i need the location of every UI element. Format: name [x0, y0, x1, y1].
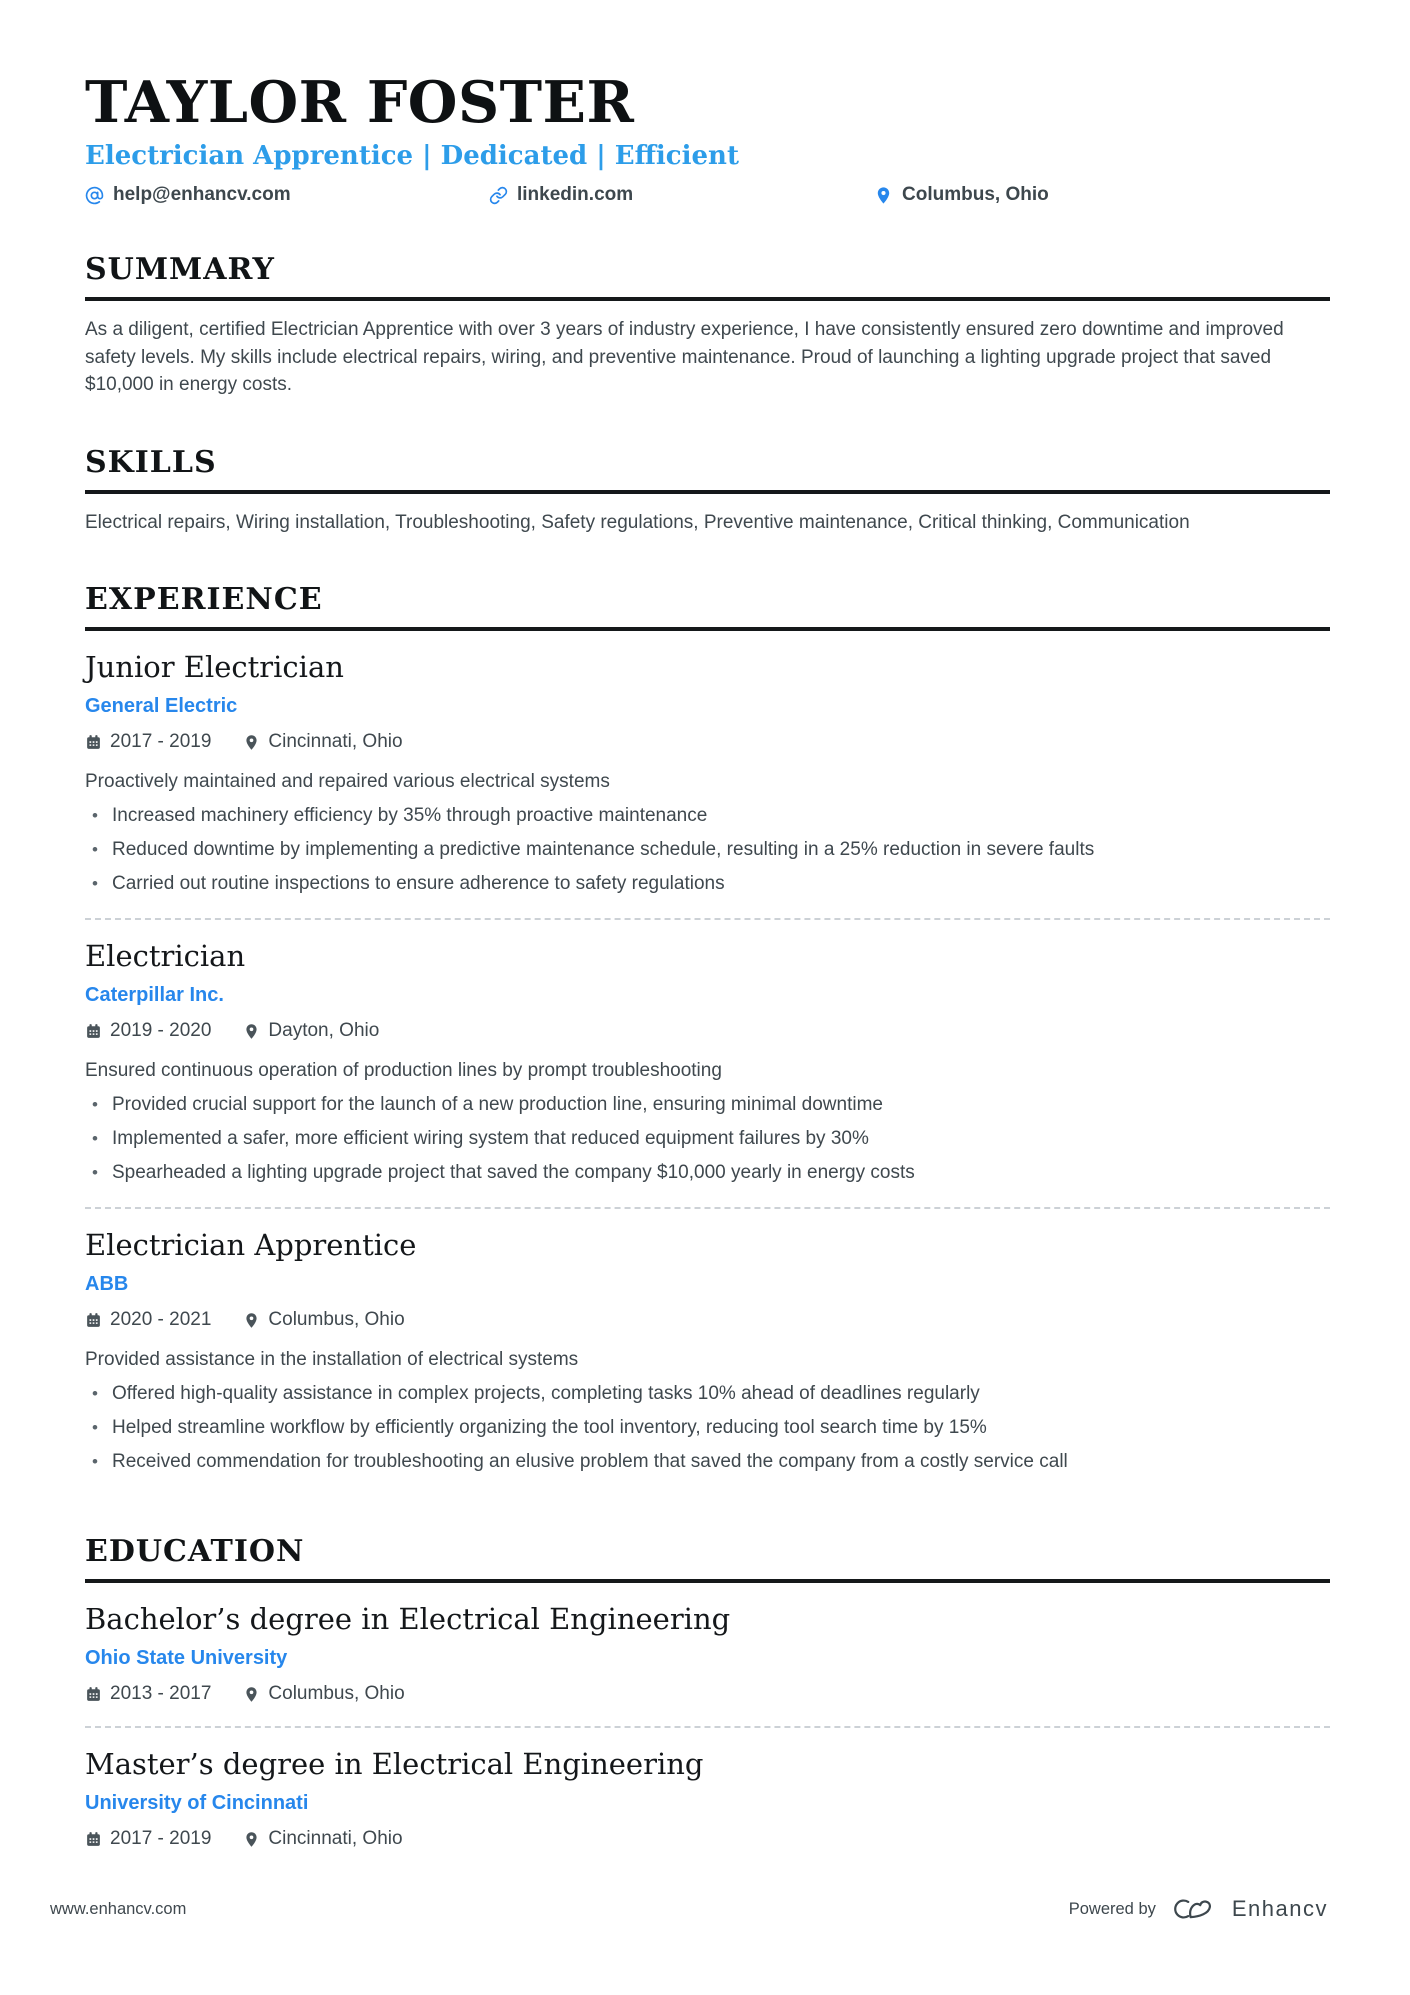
job-title: Junior Electrician: [85, 650, 344, 684]
degree-entry: [85, 1583, 1330, 1726]
bullet-item: • Offered high-quality assistance in complex projects, completing tasks 10% ahead of deadlines regularly: [85, 1380, 1330, 1407]
contact-linkedin[interactable]: [489, 184, 874, 206]
job-dates: 2019 - 2020: [110, 1020, 212, 1041]
job-dates: 2017 - 2019: [110, 731, 212, 752]
resume-header: [85, 69, 1330, 206]
job-entry: [85, 631, 1330, 918]
degree-location: Cincinnati, Ohio: [268, 1828, 403, 1849]
job-title: Electrician Apprentice: [85, 1228, 417, 1262]
page-footer: [50, 1896, 1328, 1922]
degree-dates: 2013 - 2017: [110, 1683, 212, 1704]
school-name: Ohio State University: [85, 1647, 288, 1669]
link-icon: [489, 186, 508, 205]
section-experience: [85, 582, 1330, 1496]
contact-label: help@enhancv.com: [113, 184, 291, 205]
skills-text: Electrical repairs, Wiring installation, Troubleshooting, Safety regulations, Preventive maintenance, Critical thinking, Communication: [85, 511, 1190, 533]
location-pin-icon: [243, 1312, 260, 1329]
bullet-item: • Received commendation for troubleshooting an elusive problem that saved the company from a costly service call: [85, 1448, 1330, 1475]
job-title: Electrician: [85, 939, 246, 973]
bullet-list: [85, 1091, 1330, 1186]
location-pin-icon: [243, 734, 260, 751]
bullet-item: • Spearheaded a lighting upgrade project that saved the company $10,000 yearly in energy costs: [85, 1159, 1330, 1186]
degree-location: Columbus, Ohio: [268, 1683, 405, 1704]
job-location: Columbus, Ohio: [268, 1309, 405, 1330]
at-icon: [85, 186, 104, 205]
company-name: ABB: [85, 1273, 129, 1295]
calendar-icon: [85, 1686, 102, 1703]
job-entry: [85, 920, 1330, 1207]
degree-title: Master’s degree in Electrical Engineering: [85, 1747, 704, 1781]
job-location: Cincinnati, Ohio: [268, 731, 403, 752]
section-skills: [85, 445, 1330, 537]
company-name: Caterpillar Inc.: [85, 984, 224, 1006]
degree-meta: [85, 1683, 1330, 1705]
bullet-item: • Reduced downtime by implementing a predictive maintenance schedule, resulting in a 25% reduction in severe faults: [85, 836, 1330, 863]
education-heading: EDUCATION: [85, 1534, 1330, 1583]
contact-row: [85, 184, 1330, 206]
bullet-item: • Implemented a safer, more efficient wiring system that reduced equipment failures by 30%: [85, 1125, 1330, 1152]
calendar-icon: [85, 1831, 102, 1848]
candidate-tagline: Electrician Apprentice | Dedicated | Efficient: [85, 141, 739, 171]
job-entry: [85, 1209, 1330, 1496]
company-name: General Electric: [85, 695, 238, 717]
job-description: Provided assistance in the installation of electrical systems: [85, 1349, 579, 1370]
location-pin-icon: [243, 1686, 260, 1703]
bullet-list: [85, 802, 1330, 897]
contact-label: linkedin.com: [517, 184, 634, 205]
website-link[interactable]: www.enhancv.com: [50, 1899, 187, 1918]
contact-location: [874, 184, 1049, 206]
experience-heading: EXPERIENCE: [85, 582, 1330, 631]
calendar-icon: [85, 734, 102, 751]
powered-by[interactable]: [1069, 1896, 1328, 1922]
location-pin-icon: [243, 1023, 260, 1040]
candidate-name: TAYLOR FOSTER: [85, 69, 635, 136]
bullet-item: • Helped streamline workflow by efficiently organizing the tool inventory, reducing tool search time by 15%: [85, 1414, 1330, 1441]
location-pin-icon: [874, 186, 893, 205]
calendar-icon: [85, 1023, 102, 1040]
skills-heading: SKILLS: [85, 445, 1330, 494]
brand-name: Enhancv: [1231, 1896, 1328, 1921]
summary-heading: SUMMARY: [85, 252, 1330, 301]
section-education: [85, 1534, 1330, 1871]
degree-entry: [85, 1728, 1330, 1871]
bullet-item: • Provided crucial support for the launch of a new production line, ensuring minimal downtime: [85, 1091, 1330, 1118]
bullet-list: [85, 1380, 1330, 1475]
job-dates: 2020 - 2021: [110, 1309, 212, 1330]
contact-email[interactable]: [85, 184, 489, 206]
section-summary: [85, 252, 1330, 399]
enhancv-logo-icon: [1170, 1896, 1218, 1922]
contact-label: Columbus, Ohio: [902, 184, 1049, 205]
school-name: University of Cincinnati: [85, 1792, 309, 1814]
degree-dates: 2017 - 2019: [110, 1828, 212, 1849]
summary-text: As a diligent, certified Electrician Apprentice with over 3 years of industry experience, I have consistently ensured zero downtime and improved safety levels. My skills include electrical repairs, wiring, and preventive maintenance. Proud of launching a lighting upgrade project that saved $10,000 in energy costs.: [85, 319, 1284, 395]
calendar-icon: [85, 1312, 102, 1329]
job-meta: [85, 1309, 1330, 1331]
job-location: Dayton, Ohio: [268, 1020, 380, 1041]
job-description: Ensured continuous operation of production lines by prompt troubleshooting: [85, 1060, 722, 1081]
bullet-item: • Carried out routine inspections to ensure adherence to safety regulations: [85, 870, 1330, 897]
powered-by-label: Powered by: [1068, 1899, 1156, 1918]
job-meta: [85, 731, 1330, 753]
degree-meta: [85, 1828, 1330, 1850]
location-pin-icon: [243, 1831, 260, 1848]
degree-title: Bachelor’s degree in Electrical Engineering: [85, 1602, 731, 1636]
job-meta: [85, 1020, 1330, 1042]
job-description: Proactively maintained and repaired various electrical systems: [85, 771, 610, 792]
bullet-item: • Increased machinery efficiency by 35% through proactive maintenance: [85, 802, 1330, 829]
